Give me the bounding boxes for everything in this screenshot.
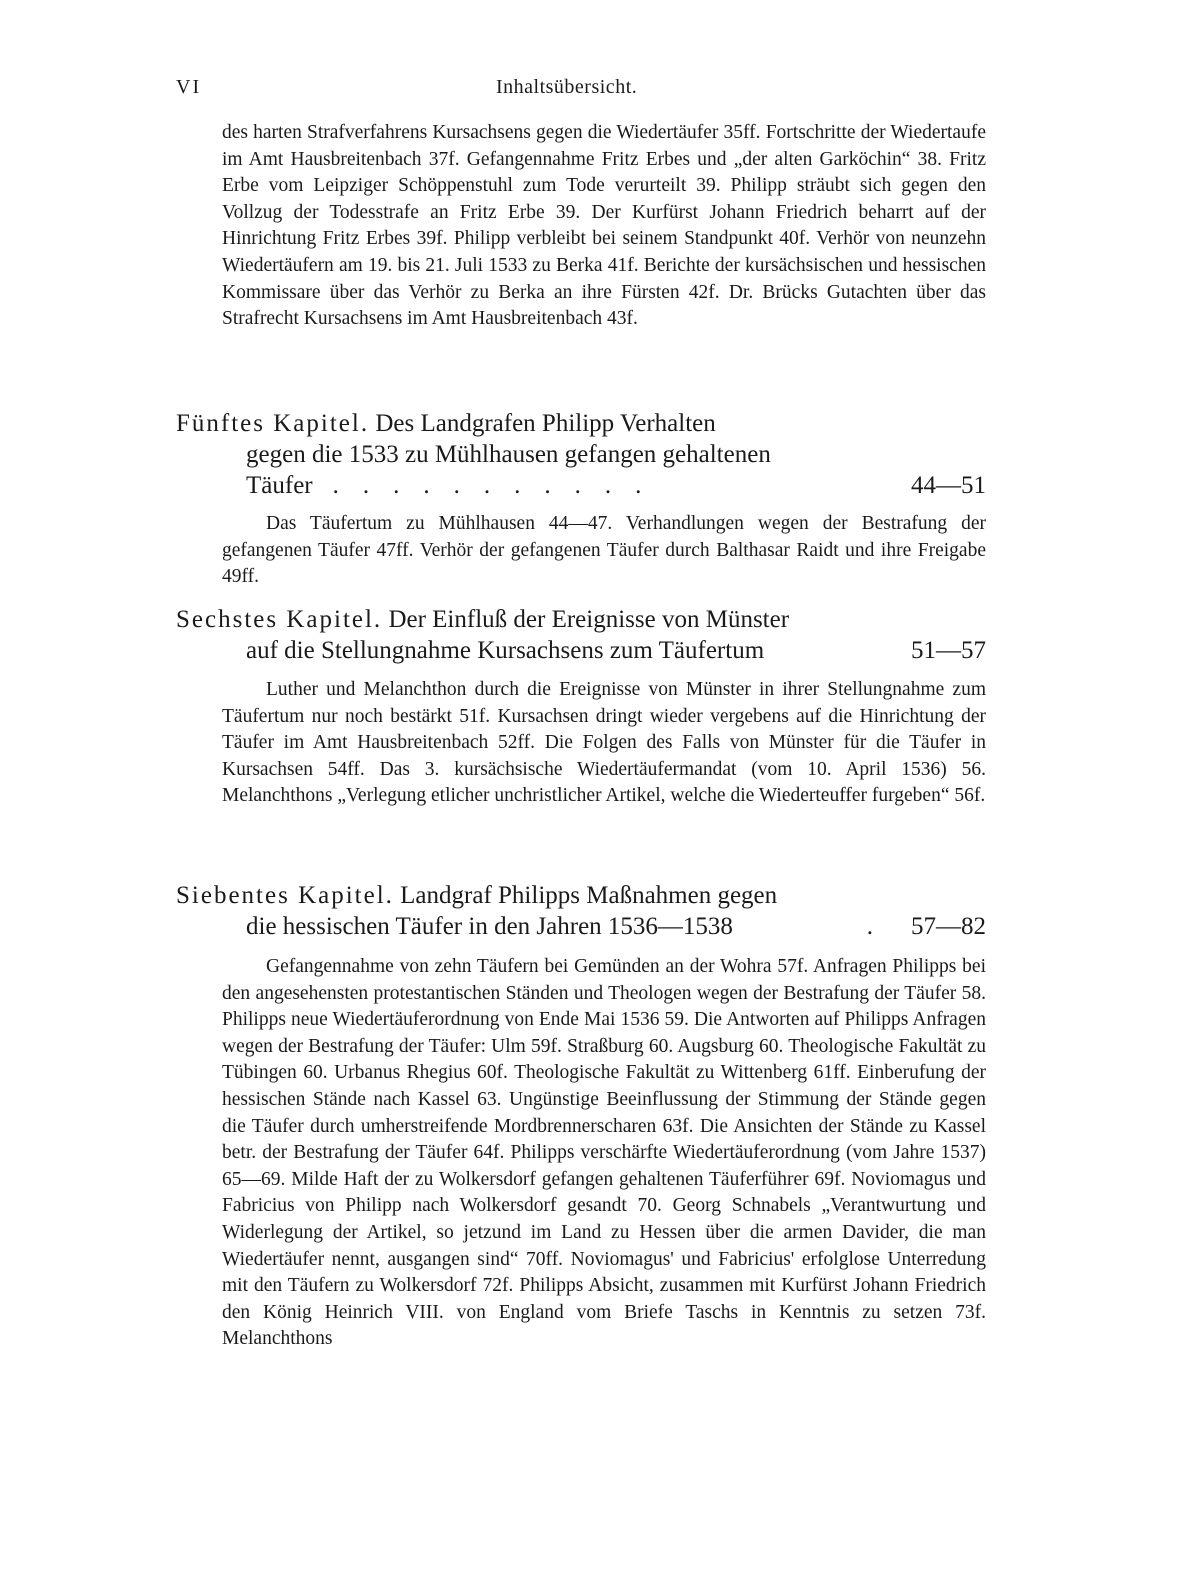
chapter-5-summary: Das Täufertum zu Mühlhausen 44—47. Verhandlungen wegen der Bestrafung der gefangenen Täufer 47ff. Verhör der gefangenen Täufer durch Balthasar Raidt und ihre Freigabe 49ff. xyxy=(222,513,986,588)
chapter-6-label: Sechstes Kapitel. xyxy=(176,606,383,633)
chapter-6-title-line2: auf die Stellungnahme Kursachsens zum Täufertum xyxy=(246,637,765,664)
chapter-7-leaders: . xyxy=(866,913,897,940)
page-number: VI xyxy=(176,76,202,98)
chapter-5-leaders: ........... xyxy=(332,472,666,499)
chapter-6-title-line1: Der Einfluß der Ereignisse von Münster xyxy=(388,606,790,633)
chapter-7-title-line2: die hessischen Täufer in den Jahren 1536—1538 xyxy=(246,913,733,940)
chapter-6-pages: 51—57 xyxy=(911,637,986,664)
chapter-6-summary: Luther und Melanchthon durch die Ereignisse von Münster in ihrer Stellungnahme zum Täufertum nur noch bestärkt 51f. Kursachsen dringt wieder vergebens auf die Hinrichtung der Täufer im Amt Hausbreitenbach 52ff. Die Folgen des Falls von Münster für die Täufer in Kursachsen 54ff. Das 3. kursächsische Wiedertäufermandat (vom 10. April 1536) 56. Melanchthons „Verlegung etlicher unchristlicher Artikel, welche die Wiederteuffer furgeben“ 56f. xyxy=(222,679,986,807)
chapter-7-pages: 57—82 xyxy=(911,913,986,940)
chapter-5-title-line3: Täufer xyxy=(246,472,313,499)
running-title: Inhaltsübersicht. xyxy=(496,76,638,98)
chapter-7-title-line1: Landgraf Philipps Maßnahmen gegen xyxy=(400,882,778,909)
chapter-5-heading xyxy=(176,408,986,501)
chapter-5-pages: 44—51 xyxy=(911,472,986,499)
chapter-5-label: Fünftes Kapitel. xyxy=(176,410,370,437)
chapter-5-title-line2: gegen die 1533 zu Mühlhausen gefangen gehaltenen xyxy=(246,441,771,468)
chapter-7-summary: Gefangennahme von zehn Täufern bei Gemünden an der Wohra 57f. Anfragen Philipps bei den angesehensten protestantischen Ständen und Theologen wegen der Bestrafung der Täufer 58. Philipps neue Wiedertäuferordnung von Ende Mai 1536 59. Die Antworten auf Philipps Anfragen wegen der Bestrafung der Täufer: Ulm 59f. Straßburg 60. Augsburg 60. Theologische Fakultät zu Tübingen 60. Urbanus Rhegius 60f. Theologische Fakultät zu Wittenberg 61ff. Einberufung der hessischen Stände nach Kassel 63. Ungünstige Beeinflussung der Stimmung der Stände gegen die Täufer durch umherstreifende Mordbrennerscharen 63f. Die Ansichten der Stände zu Kassel betr. der Bestrafung der Täufer 64f. Philipps verschärfte Wiedertäuferordnung (vom Jahre 1537) 65—69. Milde Haft der zu Wolkersdorf gefangen gehaltenen Täuferführer 69f. Noviomagus und Fabricius von Philipp nach Wolkersdorf gesandt 70. Georg Schnabels „Verantwurtung und Widerlegung der Artikel, so jetzund im Land zu Hessen über die armen Davider, die man Wiedertäufer nennt, ausgangen sind“ 70ff. Noviomagus' und Fabricius' erfolglose Unterredung mit den Täufern zu Wolkersdorf 72f. Philipps Absicht, zusammen mit Kurfürst Johann Friedrich den König Heinrich VIII. von England vom Briefe Taschs in Kenntnis zu setzen 73f. Melanchthons xyxy=(222,956,986,1350)
chapter-6-heading xyxy=(176,604,986,666)
chapter-7-heading xyxy=(176,880,986,942)
chapter-5-title-line1: Des Landgrafen Philipp Verhalten xyxy=(375,410,716,437)
running-head xyxy=(176,76,986,106)
intro-summary: des harten Strafverfahrens Kursachsens gegen die Wiedertäufer 35ff. Fortschritte der Wiedertaufe im Amt Hausbreitenbach 37f. Gefangennahme Fritz Erbes und „der alten Garköchin“ 38. Fritz Erbe vom Leipziger Schöppenstuhl zum Tode verurteilt 39. Philipp sträubt sich gegen den Vollzug der Todesstrafe an Fritz Erbe 39. Der Kurfürst Johann Friedrich beharrt auf der Hinrichtung Fritz Erbes 39f. Philipp verbleibt bei seinem Standpunkt 40f. Verhör von neunzehn Wiedertäufern am 19. bis 21. Juli 1533 zu Berka 41f. Berichte der kursächsischen und hessischen Kommissare über das Verhör zu Berka an ihre Fürsten 42f. Dr. Brücks Gutachten über das Strafrecht Kursachsens im Amt Hausbreitenbach 43f. xyxy=(222,122,986,330)
chapter-7-label: Siebentes Kapitel. xyxy=(176,882,394,909)
